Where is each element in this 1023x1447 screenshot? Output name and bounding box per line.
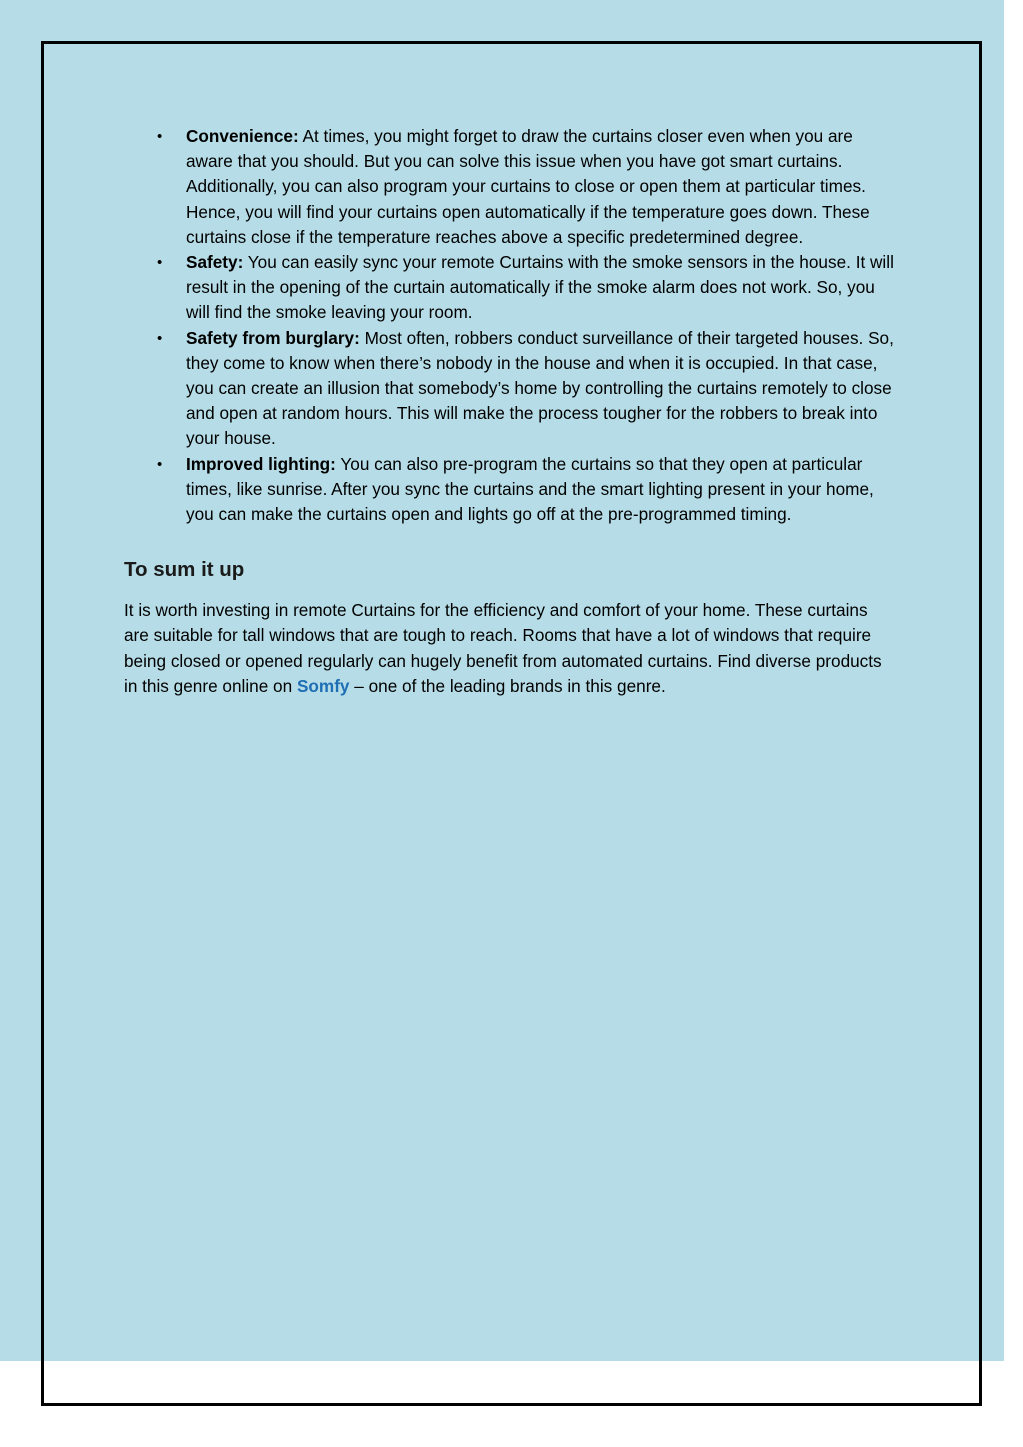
- list-item-text: Most often, robbers conduct surveillance of their targeted houses. So, they come to know when there’s nobody in the house and when it is occupied. In that case, you can create an illusion that somebody’s home by controlling the curtains remotely to close and open at random hours. This will make the process tougher for the robbers to break into your house.: [186, 327, 894, 449]
- summary-text: It is worth investing in remote Curtains for the efficiency and comfort of your home. These curtains are suitable for tall windows that are tough to reach. Rooms that have a lot of windows that require being closed or opened regularly can hugely benefit from automated curtains. Find diverse products in this genre online on: [124, 600, 882, 696]
- list-item: [124, 326, 894, 452]
- list-item-lead: Safety:: [186, 252, 244, 273]
- list-item: [124, 124, 894, 250]
- section-heading: To sum it up: [124, 558, 245, 582]
- list-item-lead: Improved lighting:: [186, 453, 336, 474]
- list-item-lead: Safety from burglary:: [186, 327, 360, 348]
- list-item: [124, 250, 894, 326]
- bullet-icon: •: [157, 455, 163, 473]
- list-item-text: You can easily sync your remote Curtains with the smoke sensors in the house. It will result in the opening of the curtain automatically if the smoke alarm does not work. So, you will find the smoke leaving your room.: [186, 252, 894, 323]
- bullet-icon: •: [157, 128, 163, 145]
- list-item-text: At times, you might forget to draw the curtains closer even when you are aware that you should. But you can solve this issue when you have got smart curtains. Additionally, you can also program your curtains to close or open them at particular times. Hence, you will find your curtains open automatically if the temperature goes down. These curtains close if the temperature reaches above a specific predetermined degree.: [186, 126, 870, 247]
- list-item: [124, 452, 894, 528]
- list-item-lead: Convenience:: [186, 126, 299, 146]
- summary-text-end: – one of the leading brands in this genre.: [349, 675, 666, 696]
- benefits-list: [124, 124, 894, 527]
- list-item-text: You can also pre-program the curtains so that they open at particular times, like sunrise. After you sync the curtains and the smart lighting present in your home, you can make the curtains open and lights go off at the pre-programmed timing.: [186, 453, 874, 525]
- bullet-icon: •: [157, 254, 163, 272]
- somfy-link[interactable]: Somfy: [296, 675, 350, 696]
- page-content: [124, 124, 894, 699]
- summary-paragraph: [124, 598, 894, 699]
- bullet-icon: •: [157, 329, 163, 347]
